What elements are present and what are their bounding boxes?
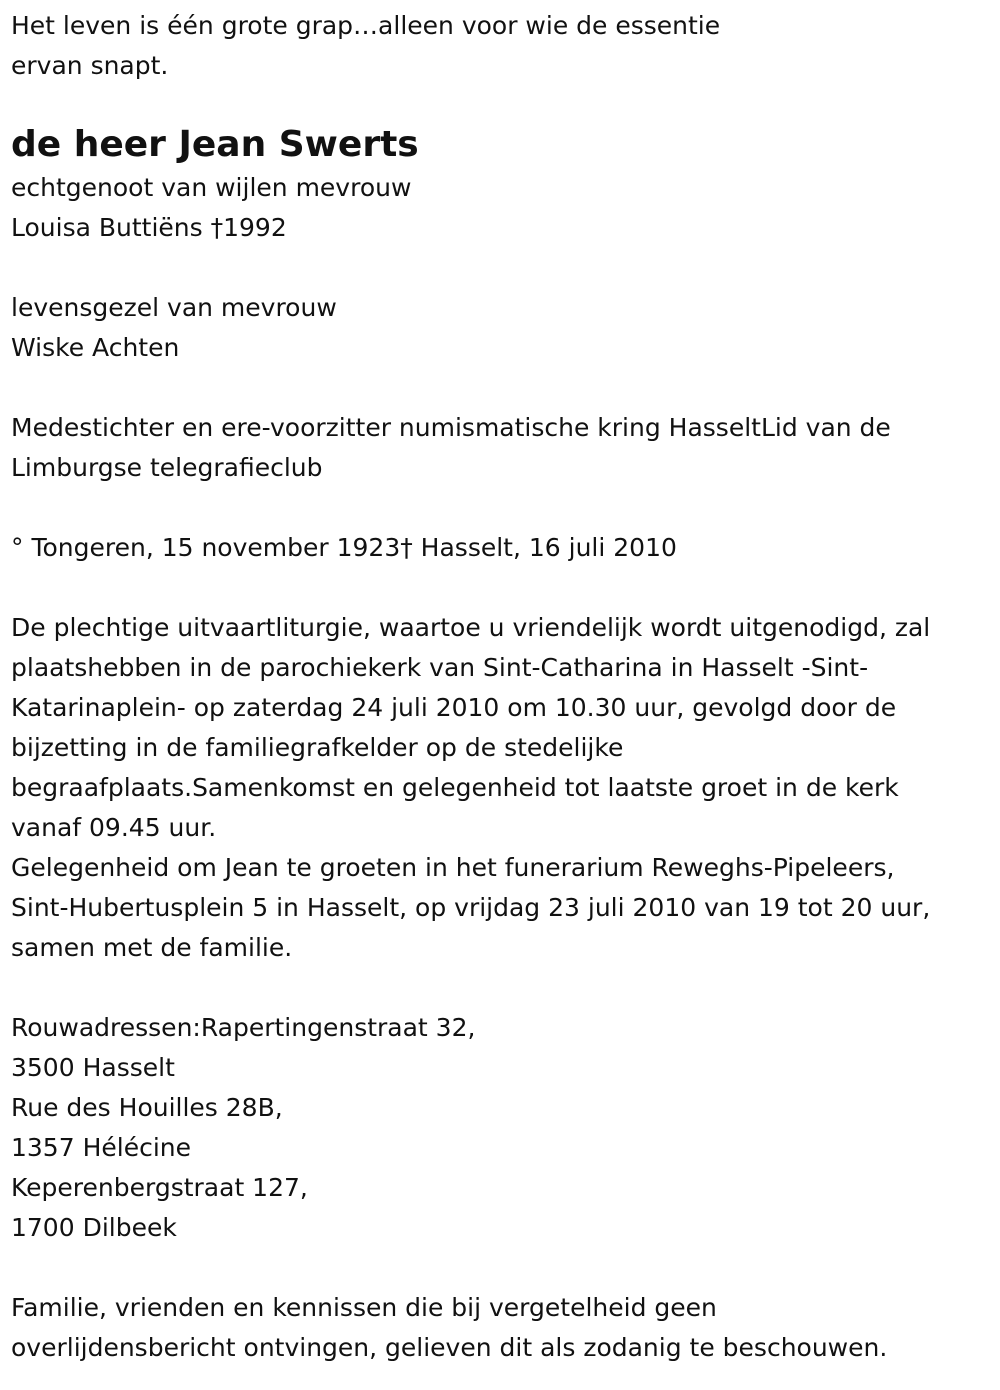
motto bbox=[11, 6, 996, 86]
spacer bbox=[11, 968, 996, 1008]
spouse-line: echtgenoot van wijlen mevrouw bbox=[11, 173, 412, 202]
motto-line: Het leven is één grote grap…alleen voor wie de essentie bbox=[11, 11, 721, 40]
spouse-line: Louisa Buttiëns †1992 bbox=[11, 213, 287, 242]
closing-line: overlijdensbericht ontvingen, gelieven dit als zodanig te beschouwen. bbox=[11, 1333, 888, 1362]
address-line: 1357 Hélécine bbox=[11, 1133, 191, 1162]
closing-line: Familie, vrienden en kennissen die bij vergetelheid geen bbox=[11, 1293, 717, 1322]
address-line: Rouwadressen:Rapertingenstraat 32, bbox=[11, 1013, 476, 1042]
address-line: 3500 Hasselt bbox=[11, 1053, 175, 1082]
funeral-line: De plechtige uitvaartliturgie, waartoe u vriendelijk wordt uitgenodigd, zal bbox=[11, 613, 931, 642]
birth-death-dates: ° Tongeren, 15 november 1923† Hasselt, 16 juli 2010 bbox=[11, 533, 677, 562]
obituary-document bbox=[11, 6, 996, 1368]
partner-line: levensgezel van mevrouw bbox=[11, 293, 337, 322]
roles-line: Limburgse telegrafieclub bbox=[11, 453, 323, 482]
spouse-section bbox=[11, 168, 996, 248]
funeral-line: begraafplaats.Samenkomst en gelegenheid tot laatste groet in de kerk bbox=[11, 773, 899, 802]
funeral-line: Gelegenheid om Jean te groeten in het funerarium Reweghs-Pipeleers, bbox=[11, 853, 895, 882]
closing-section bbox=[11, 1288, 996, 1368]
spacer bbox=[11, 488, 996, 528]
funeral-line: Katarinaplein- op zaterdag 24 juli 2010 om 10.30 uur, gevolgd door de bbox=[11, 693, 897, 722]
funeral-line: vanaf 09.45 uur. bbox=[11, 813, 217, 842]
address-line: Rue des Houilles 28B, bbox=[11, 1093, 283, 1122]
deceased-name: de heer Jean Swerts bbox=[11, 124, 419, 165]
partner-section bbox=[11, 288, 996, 368]
funeral-line: samen met de familie. bbox=[11, 933, 293, 962]
address-line: Keperenbergstraat 127, bbox=[11, 1173, 308, 1202]
funeral-section bbox=[11, 608, 996, 968]
spacer bbox=[11, 368, 996, 408]
address-line: 1700 Dilbeek bbox=[11, 1213, 177, 1242]
partner-line: Wiske Achten bbox=[11, 333, 180, 362]
motto-line: ervan snapt. bbox=[11, 51, 169, 80]
roles-section bbox=[11, 408, 996, 488]
funeral-line: Sint-Hubertusplein 5 in Hasselt, op vrijdag 23 juli 2010 van 19 tot 20 uur, bbox=[11, 893, 931, 922]
spacer bbox=[11, 568, 996, 608]
spacer bbox=[11, 248, 996, 288]
funeral-line: plaatshebben in de parochiekerk van Sint-Catharina in Hasselt -Sint- bbox=[11, 653, 869, 682]
addresses-section bbox=[11, 1008, 996, 1248]
roles-line: Medestichter en ere-voorzitter numismatische kring HasseltLid van de bbox=[11, 413, 891, 442]
spacer bbox=[11, 1248, 996, 1288]
funeral-line: bijzetting in de familiegrafkelder op de stedelijke bbox=[11, 733, 624, 762]
